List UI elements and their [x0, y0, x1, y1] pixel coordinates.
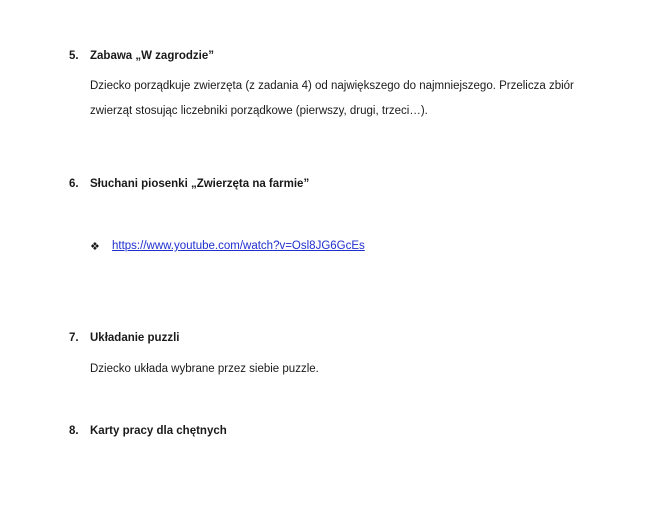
section-6-title: Słuchani piosenki „Zwierzęta na farmie” — [90, 178, 310, 190]
section-8-title: Karty pracy dla chętnych — [90, 425, 227, 437]
section-8-number: 8. — [69, 425, 79, 437]
section-7-paragraph-line-1: Dziecko układa wybrane przez siebie puzzle. — [90, 363, 319, 375]
section-5-number: 5. — [69, 50, 79, 62]
section-7-number: 7. — [69, 332, 79, 344]
section-5-heading — [69, 50, 214, 62]
youtube-link[interactable]: https://www.youtube.com/watch?v=Osl8JG6GcEs — [112, 240, 365, 252]
section-8-heading — [69, 425, 227, 437]
section-6-heading — [69, 178, 309, 190]
section-7-title: Układanie puzzli — [90, 332, 180, 344]
diamond-bullet-icon: ❖ — [90, 241, 100, 253]
section-5-paragraph-line-1: Dziecko porządkuje zwierzęta (z zadania 4) od największego do najmniejszego. Przelicza zbiór — [90, 80, 574, 92]
section-6-number: 6. — [69, 178, 79, 190]
section-5-title: Zabawa „W zagrodzie” — [90, 50, 214, 62]
section-5-paragraph-line-2: zwierząt stosując liczebniki porządkowe (pierwszy, drugi, trzeci…). — [90, 105, 428, 117]
section-7-heading — [69, 332, 179, 344]
